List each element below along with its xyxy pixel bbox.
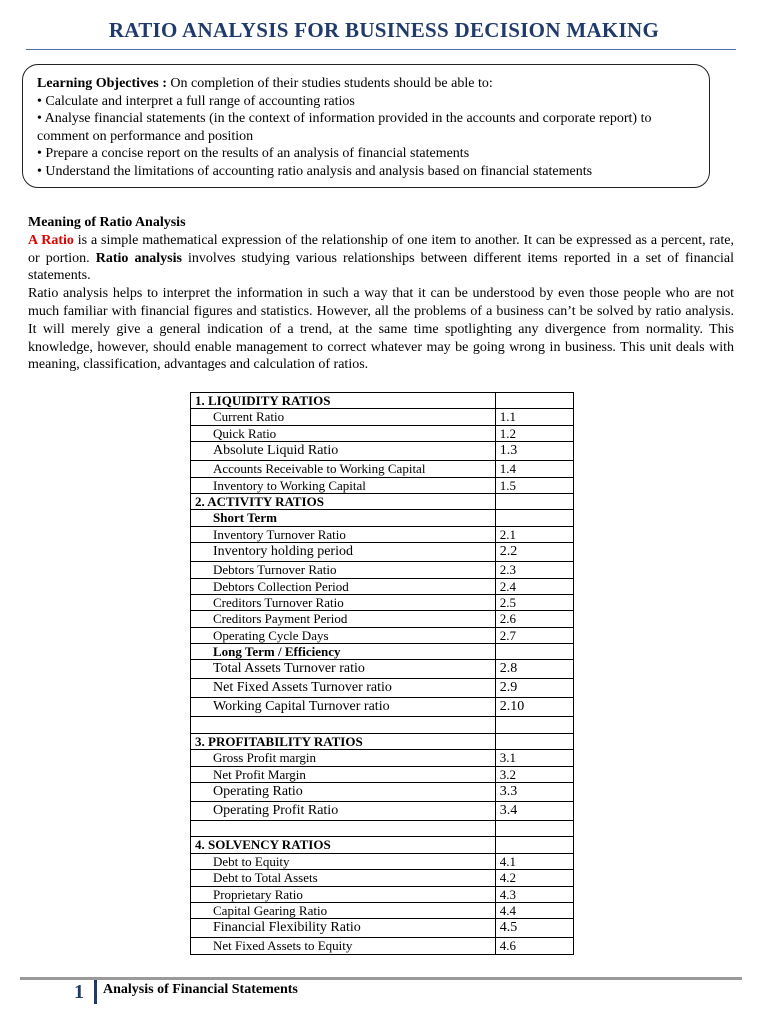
ratio-number-cell: 2.3 <box>495 562 573 578</box>
table-row <box>191 919 574 938</box>
table-row <box>191 425 574 441</box>
ratio-number-cell <box>495 510 573 526</box>
ratio-name-cell: Net Profit Margin <box>191 766 496 782</box>
table-row <box>191 717 574 733</box>
ratio-name-cell: Debt to Total Assets <box>191 870 496 886</box>
title-divider <box>26 49 736 50</box>
ratio-name-cell: Gross Profit margin <box>191 750 496 766</box>
ratio-name-cell: Net Fixed Assets Turnover ratio <box>191 679 496 698</box>
table-row <box>191 442 574 461</box>
ratio-number-cell <box>495 733 573 749</box>
ratio-number-cell: 2.2 <box>495 543 573 562</box>
page-number: 1 <box>74 981 84 1003</box>
table-row <box>191 870 574 886</box>
table-row <box>191 783 574 802</box>
ratio-name-cell: Accounts Receivable to Working Capital <box>191 461 496 477</box>
table-section-header <box>191 493 574 509</box>
table-section-header <box>191 393 574 409</box>
ratio-number-cell <box>495 493 573 509</box>
table-row <box>191 461 574 477</box>
ratio-number-cell: 4.4 <box>495 902 573 918</box>
ratio-number-cell: 4.2 <box>495 870 573 886</box>
table-row <box>191 821 574 837</box>
ratio-number-cell: 2.6 <box>495 611 573 627</box>
table-row <box>191 562 574 578</box>
ratio-name-cell <box>191 821 496 837</box>
table-row <box>191 679 574 698</box>
ratio-number-cell: 3.2 <box>495 766 573 782</box>
ratio-number-cell: 1.5 <box>495 477 573 493</box>
table-row <box>191 660 574 679</box>
ratio-number-cell: 1.3 <box>495 442 573 461</box>
ratio-number-cell <box>495 644 573 660</box>
ratio-number-cell <box>495 393 573 409</box>
objective-item: comment on performance and position <box>37 128 254 144</box>
definition-text-1: is a simple mathematical expression of the relationship of one item to another. It can be expressed as a percent, rate, or portion. <box>28 232 735 266</box>
ratio-name-cell: 4. SOLVENCY RATIOS <box>191 837 496 853</box>
table-row <box>191 750 574 766</box>
objectives-intro-line <box>37 75 709 93</box>
table-row <box>191 698 574 717</box>
ratio-name-cell: Inventory holding period <box>191 543 496 562</box>
ratio-number-cell: 2.8 <box>495 660 573 679</box>
ratio-number-cell: 1.4 <box>495 461 573 477</box>
meaning-section <box>28 214 734 374</box>
table-row <box>191 477 574 493</box>
table-subsection-row <box>191 510 574 526</box>
ratio-name-cell: Net Fixed Assets to Equity <box>191 938 496 954</box>
term-ratio: A Ratio <box>28 232 74 248</box>
table-row <box>191 543 574 562</box>
section-heading: Meaning of Ratio Analysis <box>28 215 186 230</box>
table-section-header <box>191 837 574 853</box>
table-row <box>191 409 574 425</box>
ratio-name-cell: 2. ACTIVITY RATIOS <box>191 493 496 509</box>
ratio-name-cell: Operating Ratio <box>191 783 496 802</box>
ratio-name-cell: Quick Ratio <box>191 425 496 441</box>
objectives-intro: On completion of their studies students should be able to: <box>166 76 493 91</box>
table-row <box>191 853 574 869</box>
ratio-number-cell <box>495 821 573 837</box>
ratio-name-cell: Debt to Equity <box>191 853 496 869</box>
ratio-name-cell: Operating Profit Ratio <box>191 802 496 821</box>
objective-item: • Understand the limitations of accounting ratio analysis and analysis based on financial statements <box>37 163 593 179</box>
objective-item: • Prepare a concise report on the results of an analysis of financial statements <box>37 146 470 162</box>
learning-objectives-box <box>22 64 710 188</box>
footer-title: Analysis of Financial Statements <box>103 982 298 997</box>
ratio-number-cell <box>495 837 573 853</box>
definition-paragraph <box>28 232 734 285</box>
ratio-number-cell: 4.5 <box>495 919 573 938</box>
ratio-number-cell: 2.9 <box>495 679 573 698</box>
ratio-name-cell: Inventory Turnover Ratio <box>191 526 496 542</box>
ratio-name-cell: Long Term / Efficiency <box>191 644 496 660</box>
ratio-classification-table <box>190 392 574 955</box>
ratio-name-cell: Debtors Collection Period <box>191 578 496 594</box>
ratio-number-cell: 1.2 <box>495 425 573 441</box>
table-row <box>191 938 574 954</box>
ratio-name-cell: Creditors Turnover Ratio <box>191 594 496 610</box>
ratio-number-cell: 3.3 <box>495 783 573 802</box>
ratio-number-cell: 1.1 <box>495 409 573 425</box>
ratio-number-cell: 2.5 <box>495 594 573 610</box>
footer-divider <box>20 977 742 980</box>
table-row <box>191 611 574 627</box>
definition-text-2: involves studying various relationships between different items reported in a set of financial statements. <box>28 250 734 284</box>
ratio-number-cell: 4.6 <box>495 938 573 954</box>
table-row <box>191 902 574 918</box>
table-section-header <box>191 733 574 749</box>
ratio-name-cell: Working Capital Turnover ratio <box>191 698 496 717</box>
page-number-bar <box>94 980 97 1004</box>
ratio-number-cell: 2.4 <box>495 578 573 594</box>
ratio-number-cell: 2.1 <box>495 526 573 542</box>
ratio-name-cell: Inventory to Working Capital <box>191 477 496 493</box>
ratio-name-cell: Absolute Liquid Ratio <box>191 442 496 461</box>
ratio-name-cell: Total Assets Turnover ratio <box>191 660 496 679</box>
objective-item: • Analyse financial statements (in the context of information provided in the accounts and corporate report) to <box>37 111 652 127</box>
table-row <box>191 594 574 610</box>
objectives-label: Learning Objectives : <box>37 76 167 91</box>
table-row <box>191 627 574 643</box>
ratio-name-cell: Proprietary Ratio <box>191 886 496 902</box>
table-row <box>191 526 574 542</box>
ratio-number-cell: 4.1 <box>495 853 573 869</box>
ratio-name-cell <box>191 717 496 733</box>
table-subsection-row <box>191 644 574 660</box>
ratio-name-cell: Creditors Payment Period <box>191 611 496 627</box>
table-row <box>191 766 574 782</box>
ratio-number-cell: 2.7 <box>495 627 573 643</box>
ratio-name-cell: Current Ratio <box>191 409 496 425</box>
ratio-name-cell: Short Term <box>191 510 496 526</box>
term-ratio-analysis: Ratio analysis <box>95 250 182 266</box>
ratio-number-cell: 2.10 <box>495 698 573 717</box>
ratio-name-cell: Operating Cycle Days <box>191 627 496 643</box>
explanation-paragraph: Ratio analysis helps to interpret the information in such a way that it can be understood by even those people who are not much familiar with financial figures and statistics. However, all the problems of a business can’t be solved by ratio analysis. It will merely give a general indication of a trend, at the same time spotlighting any divergence from normality. This knowledge, however, should enable management to correct whatever may be going wrong in business. This unit deals with meaning, classification, advantages and calculation of ratios. <box>28 286 734 373</box>
ratio-number-cell: 4.3 <box>495 886 573 902</box>
ratio-name-cell: 1. LIQUIDITY RATIOS <box>191 393 496 409</box>
ratio-number-cell: 3.1 <box>495 750 573 766</box>
table-row <box>191 886 574 902</box>
page-title: RATIO ANALYSIS FOR BUSINESS DECISION MAKING <box>108 18 660 42</box>
ratio-number-cell <box>495 717 573 733</box>
ratio-number-cell: 3.4 <box>495 802 573 821</box>
ratio-name-cell: 3. PROFITABILITY RATIOS <box>191 733 496 749</box>
objective-item: • Calculate and interpret a full range of accounting ratios <box>37 93 355 109</box>
ratio-name-cell: Debtors Turnover Ratio <box>191 562 496 578</box>
table-row <box>191 802 574 821</box>
ratio-name-cell: Financial Flexibility Ratio <box>191 919 496 938</box>
table-row <box>191 578 574 594</box>
ratio-name-cell: Capital Gearing Ratio <box>191 902 496 918</box>
